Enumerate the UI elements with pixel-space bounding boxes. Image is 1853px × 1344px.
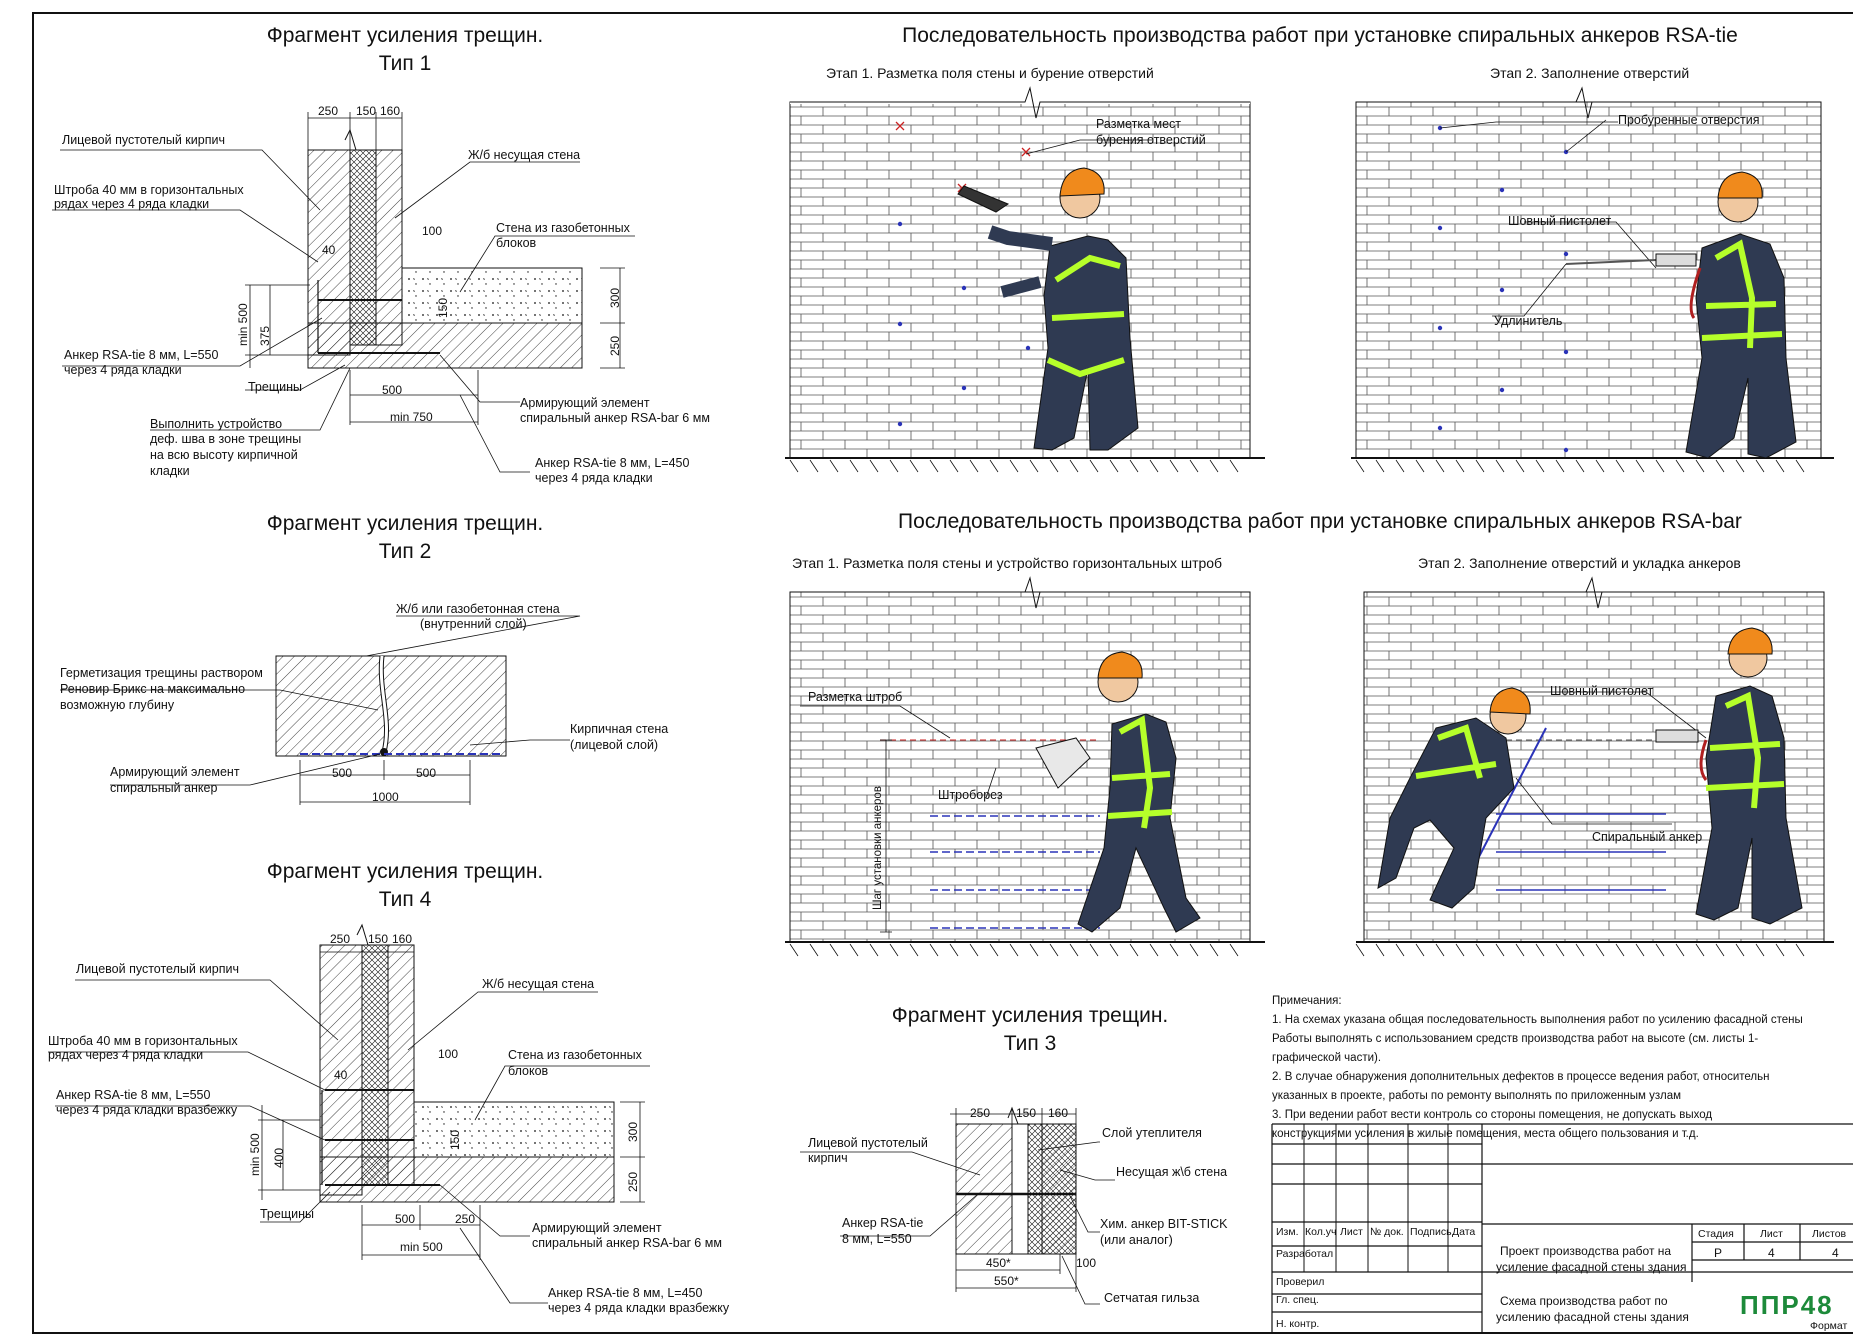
type1-label-reinf-1: Армирующий элемент [520,396,650,410]
type1-dim-500: 500 [382,383,403,397]
tb-data: Дата [1452,1226,1476,1238]
type2-label-seal-2: Реновир Брикс на максимально [60,682,246,696]
type4-title-line1: Фрагмент усиления трещин. [266,860,544,883]
type1-dim-250: 250 [318,104,339,118]
bar-stage2-title: Этап 2. Заполнение отверстий и укладка анкеров [1418,555,1741,571]
type3-title-line1: Фрагмент усиления трещин. [891,1004,1169,1027]
note-line: графической части). [1272,1052,1382,1064]
tie-label-mark-2: бурения отверстий [1096,133,1206,147]
tie-label-mark-1: Разметка мест [1096,117,1182,131]
type1-title-line2: Тип 1 [378,52,432,75]
type4-dim-min500v: min 500 [248,1133,262,1176]
tb-sheets-header: Листов [1812,1228,1847,1240]
bar-label-gun: Шовный пистолет [1550,684,1654,698]
tie-stage2-title: Этап 2. Заполнение отверстий [1490,65,1690,81]
tb-scheme-2: усилению фасадной стены здания [1496,1310,1689,1324]
note-line: 2. В случае обнаружения дополнительных дефектов в процессе ведения работ, относительн [1272,1071,1770,1083]
type4-dim-min500: min 500 [400,1240,443,1254]
bar-stage1-wall [790,588,1270,968]
type1-label-facing-brick: Лицевой пустотелый кирпич [62,133,225,147]
tb-nkontr: Н. контр. [1276,1318,1320,1330]
type4-label-aerated-2: блоков [508,1064,549,1078]
type3-label-insulation: Слой утеплителя [1102,1126,1202,1140]
type2-dim-500a: 500 [332,766,353,780]
type4-dim-250: 250 [330,932,351,946]
tie-stage1-title: Этап 1. Разметка поля стены и бурение отверстий [826,65,1154,81]
notes-heading: Примечания: [1272,995,1342,1007]
type4-dim-250c: 250 [455,1212,476,1226]
type3-label-facing-1: Лицевой пустотелый [808,1136,928,1150]
type3-label-rc: Несущая ж\б стена [1116,1165,1228,1179]
bar-sequence-title: Последовательность производства работ при установке спиральных анкеров RSA-bar [898,510,1742,533]
note-line: конструкциями усиления в жилые помещения, места общего пользования и т.д. [1272,1128,1699,1140]
type3-title-line2: Тип 3 [1003,1032,1057,1055]
type4-dim-500: 500 [395,1212,416,1226]
type1-label-aerated-2: блоков [496,236,537,250]
type2-label-reinf-1: Армирующий элемент [110,765,240,779]
type2-label-wall-2: (внутренний слой) [420,617,527,631]
tb-format: Формат [1810,1320,1848,1332]
bar-stage2-wall [1356,588,1836,968]
type1-dim-100: 100 [422,224,443,238]
type1-dim-min750: min 750 [390,410,433,424]
type3-dim-550: 550* [994,1274,1019,1288]
type4-label-reinf-2: спиральный анкер RSA-bar 6 мм [532,1236,722,1250]
type4-label-anchor550-2: через 4 ряда кладки вразбежку [56,1103,238,1117]
tb-project-2: усиление фасадной стены здания [1496,1260,1687,1274]
bar-label-groove-mark: Разметка штроб [808,690,903,704]
type2-title-line2: Тип 2 [378,540,432,563]
tb-proveril: Проверил [1276,1276,1325,1288]
tb-podp: Подпись [1410,1226,1452,1238]
type4-label-groove-2: рядах через 4 ряда кладки [48,1048,204,1062]
tb-kol: Кол.уч [1305,1226,1337,1238]
type4-dim-400: 400 [272,1147,286,1168]
type1-label-reinf-2: спиральный анкер RSA-bar 6 мм [520,411,710,425]
note-line: 3. При ведении работ вести контроль со стороны помещения, не допускать выход [1272,1109,1713,1121]
type3-dim-100: 100 [1076,1256,1097,1270]
tb-ndok: № док. [1370,1226,1404,1238]
tb-stage-value: Р [1714,1246,1723,1260]
type1-label-joint-1: Выполнить устройство [150,417,283,431]
tb-project-1: Проект производства работ на [1500,1244,1672,1258]
type4-dim-160: 160 [392,932,413,946]
tb-glspec: Гл. спец. [1276,1294,1319,1306]
type3-label-anchor-2: 8 мм, L=550 [842,1232,912,1246]
note-line: указанных в проекте, работы по ремонту выполнять по приложенным узлам [1272,1090,1682,1102]
type1-dim-min500: min 500 [236,303,250,346]
tie-label-drilled: Пробуренные отверстия [1618,113,1760,127]
tb-sheet-header: Лист [1760,1228,1783,1240]
type4-label-rc-wall: Ж/б несущая стена [482,977,595,991]
type4-label-aerated-1: Стена из газобетонных [508,1048,642,1062]
type1-label-aerated-1: Стена из газобетонных [496,221,630,235]
tb-list: Лист [1340,1226,1363,1238]
bar-stage1-title: Этап 1. Разметка поля стены и устройство горизонтальных штроб [792,555,1223,571]
company-logo: ППР48 [1740,1290,1834,1320]
type2-label-wall-1: Ж/б или газобетонная стена [396,602,560,616]
tie-label-extension: Удлинитель [1494,314,1563,328]
type1-label-joint-3: на всю высоту кирпичной [150,448,298,462]
type4-label-anchor450-1: Анкер RSA-tie 8 мм, L=450 [548,1286,703,1300]
type2-dim-1000: 1000 [372,790,399,804]
type1-label-joint-2: деф. шва в зоне трещины [150,432,302,446]
note-line: Работы выполнять с использованием средств производства работ на высоте (см. листы 1- [1272,1033,1759,1045]
type3-dim-160: 160 [1048,1106,1069,1120]
type2-dim-500b: 500 [416,766,437,780]
tie-stage1-wall [790,98,1270,478]
tie-sequence-title: Последовательность производства работ при установке спиральных анкеров RSA-tie [902,24,1738,47]
tb-scheme-1: Схема производства работ по [1500,1294,1668,1308]
type2-label-seal-3: возможную глубину [60,698,175,712]
tb-sheet-value: 4 [1768,1246,1775,1260]
type1-dim-150: 150 [356,104,377,118]
type4-dim-40: 40 [334,1068,348,1082]
note-line: 1. На схемах указана общая последовательность выполнения работ по усилению фасадной стены [1272,1014,1803,1026]
type4-dim-100: 100 [438,1047,459,1061]
type1-dim-375: 375 [258,325,272,346]
tie-stage2-wall [1356,98,1836,478]
type4-label-facing-brick: Лицевой пустотелый кирпич [76,962,239,976]
type4-dim-300: 300 [626,1121,640,1142]
tb-izm: Изм. [1276,1226,1299,1238]
type2-label-reinf-2: спиральный анкер [110,781,218,795]
type4-title-line2: Тип 4 [378,888,432,911]
type3-label-sleeve: Сетчатая гильза [1104,1291,1200,1305]
type3-label-chem-2: (или аналог) [1100,1233,1173,1247]
bar-label-step: Шаг установки анкеров [872,786,884,910]
type1-dim-160: 160 [380,104,401,118]
type1-label-anchor450-1: Анкер RSA-tie 8 мм, L=450 [535,456,690,470]
type3-label-facing-2: кирпич [808,1151,848,1165]
type3-dim-250: 250 [970,1106,991,1120]
type3-label-anchor-1: Анкер RSA-tie [842,1216,924,1230]
type1-dim-150v: 150 [436,297,450,318]
type1-label-joint-4: кладки [150,464,190,478]
type1-label-anchor450-2: через 4 ряда кладки [535,471,653,485]
tb-stage-header: Стадия [1698,1228,1734,1240]
tie-label-gun: Шовный пистолет [1508,214,1612,228]
type1-dim-40: 40 [322,243,336,257]
type2-label-brick-2: (лицевой слой) [570,738,659,752]
type4-label-anchor450-2: через 4 ряда кладки вразбежку [548,1301,730,1315]
type1-label-groove-1: Штроба 40 мм в горизонтальных [54,183,244,197]
type3-label-chem-1: Хим. анкер BIT-STICK [1100,1217,1228,1231]
type2-label-brick-1: Кирпичная стена [570,722,669,736]
tb-sheets-value: 4 [1832,1246,1839,1260]
type3-dim-150: 150 [1016,1106,1037,1120]
type4-label-anchor550-1: Анкер RSA-tie 8 мм, L=550 [56,1088,211,1102]
type4-label-reinf-1: Армирующий элемент [532,1221,662,1235]
type3-dim-450: 450* [986,1256,1011,1270]
type1-label-cracks: Трещины [248,380,302,394]
type1-title-line1: Фрагмент усиления трещин. [266,24,544,47]
type4-label-cracks: Трещины [260,1207,314,1221]
type1-dim-250b: 250 [608,335,622,356]
type4-dim-150v: 150 [448,1129,462,1150]
bar-label-spiral: Спиральный анкер [1592,830,1703,844]
type4-label-groove-1: Штроба 40 мм в горизонтальных [48,1034,238,1048]
tb-razrab: Разработал [1276,1248,1334,1260]
bar-label-chaser: Штроборез [938,788,1003,802]
type4-dim-250b: 250 [626,1171,640,1192]
title-block [1272,1122,1853,1332]
type2-label-seal-1: Герметизация трещины раствором [60,666,263,680]
type1-label-groove-2: рядах через 4 ряда кладки [54,197,210,211]
type1-dim-300: 300 [608,287,622,308]
type4-dim-150: 150 [368,932,389,946]
type1-label-anchor550-2: через 4 ряда кладки [64,363,182,377]
type1-label-rc-wall: Ж/б несущая стена [468,148,581,162]
type1-label-anchor550-1: Анкер RSA-tie 8 мм, L=550 [64,348,219,362]
type2-title-line1: Фрагмент усиления трещин. [266,512,544,535]
